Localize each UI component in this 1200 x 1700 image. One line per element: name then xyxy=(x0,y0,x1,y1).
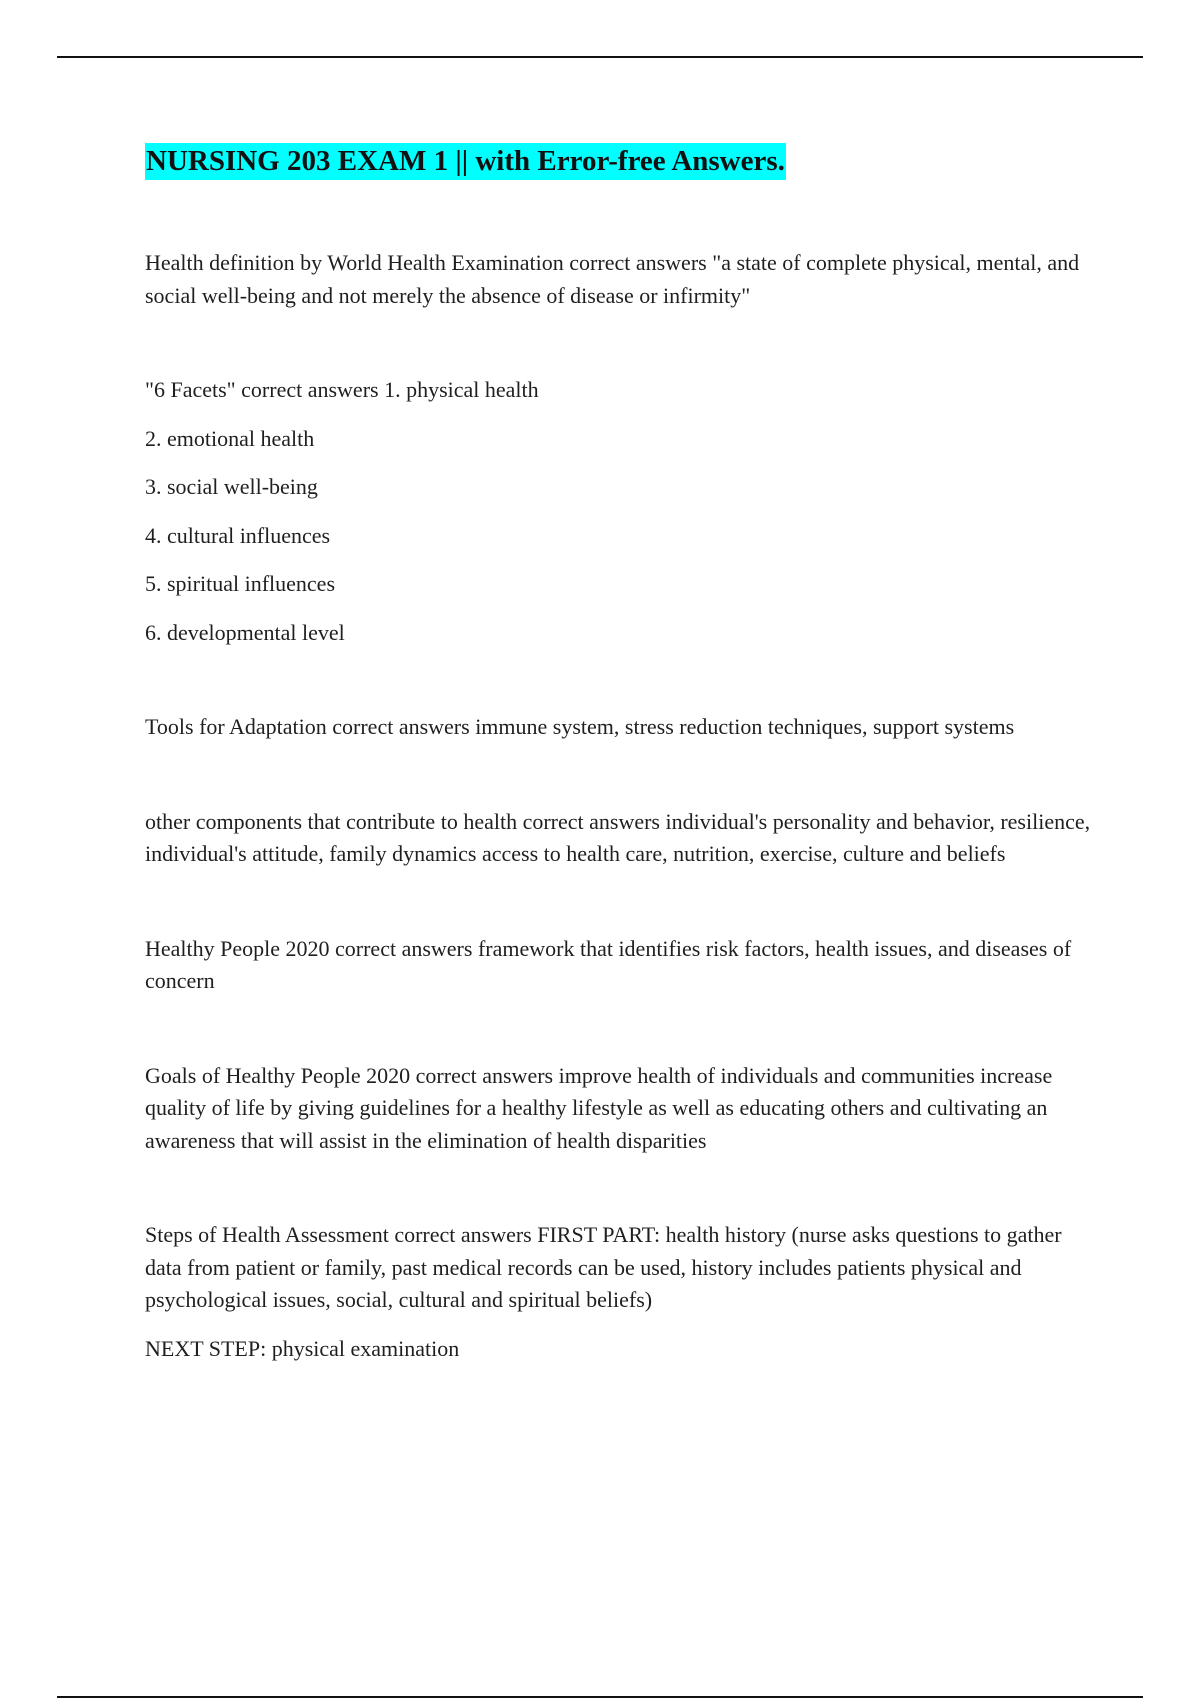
entry-next-step: NEXT STEP: physical examination xyxy=(145,1335,460,1361)
entry-goals-healthy-people: Goals of Healthy People 2020 correct answers improve health of individuals and communities increase quality of life by giving guidelines for a healthy lifestyle as well as educating others and cultivating an awareness that will assist in the elimination of health disparities xyxy=(145,1062,1053,1153)
entry-other-components: other components that contribute to health correct answers individual's personality and behavior, resilience, individual's attitude, family dynamics access to health care, nutrition, exercise, culture and beliefs xyxy=(145,808,1091,866)
facet-item-5: 5. spiritual influences xyxy=(145,571,336,596)
entry-healthy-people-2020: Healthy People 2020 correct answers framework that identifies risk factors, health issues, and diseases of concern xyxy=(145,935,1072,993)
facet-item-6: 6. developmental level xyxy=(145,619,345,645)
entry-steps-health-assessment: Steps of Health Assessment correct answers FIRST PART: health history (nurse asks questions to gather data from patient or family, past medical records can be used, history includes patients physical and psychological issues, social, cultural and spiritual beliefs) xyxy=(145,1222,1062,1312)
page-top-rule xyxy=(57,56,1143,58)
document-title: NURSING 203 EXAM 1 || with Error-free Answers. xyxy=(145,143,786,180)
facet-item-2: 2. emotional health xyxy=(145,425,315,451)
entry-tools-for-adaptation: Tools for Adaptation correct answers immune system, stress reduction techniques, support systems xyxy=(145,714,1015,739)
facet-item-4: 4. cultural influences xyxy=(145,522,331,548)
document-body xyxy=(145,143,1095,1365)
facet-item-3: 3. social well-being xyxy=(145,474,318,499)
entry-6-facets: "6 Facets" correct answers 1. physical health xyxy=(145,377,539,402)
page-bottom-rule xyxy=(57,1696,1143,1698)
entry-health-definition: Health definition by World Health Examination correct answers "a state of complete physical, mental, and social well-being and not merely the absence of disease or infirmity" xyxy=(145,250,1080,308)
